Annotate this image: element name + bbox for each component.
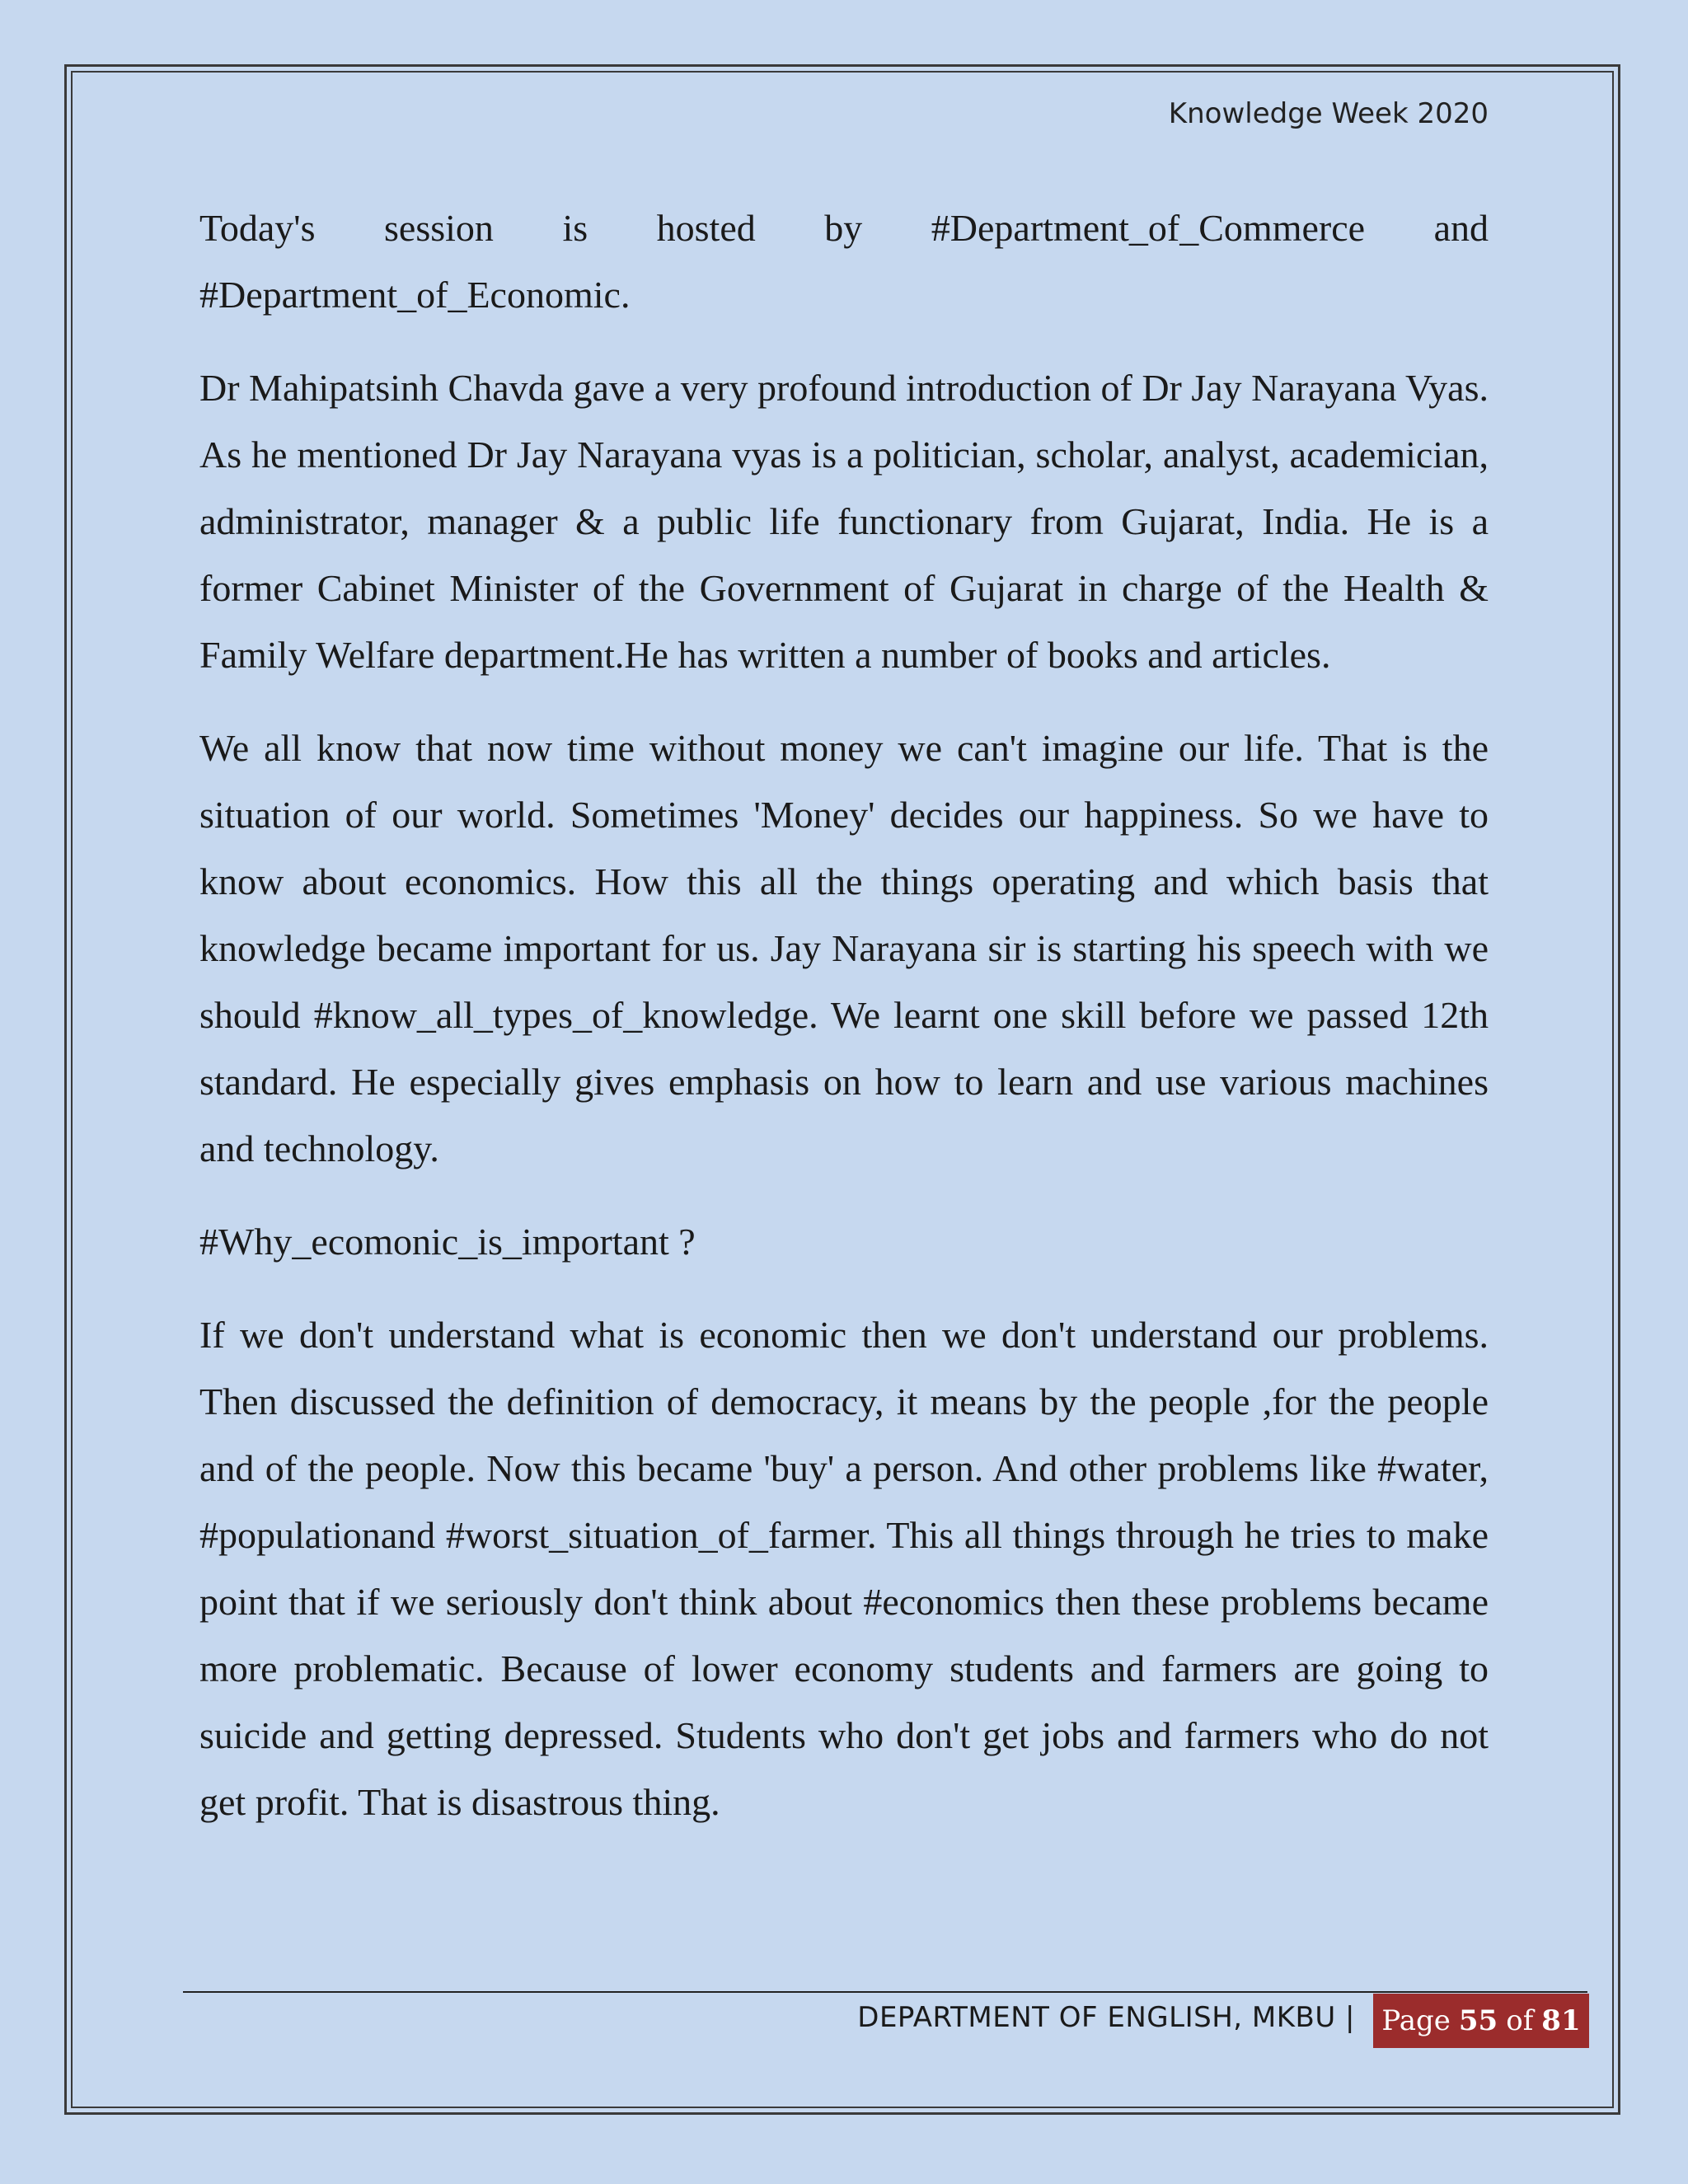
page-total: 81	[1541, 2004, 1581, 2037]
paragraph-money-knowledge: We all know that now time without money we can't imagine our life. That is the situation of our world. Sometimes 'Money' decides our happiness. So we have to know about economics. How this all the things operating and which basis that knowledge became important for us. Jay Narayana sir is starting his speech with we should #know_all_types_of_knowledge. We learnt one skill before we passed 12th standard. He especially gives emphasis on how to learn and use various machines and technology.	[199, 727, 1489, 1169]
footer-divider	[183, 1991, 1587, 1993]
running-header: Knowledge Week 2020	[1168, 97, 1489, 130]
paragraph-introduction: Dr Mahipatsinh Chavda gave a very profound introduction of Dr Jay Narayana Vyas. As he mentioned Dr Jay Narayana vyas is a politician, scholar, analyst, academician, administrator, manager & a public life functionary from Gujarat, India. He is a former Cabinet Minister of the Government of Gujarat in charge of the Health & Family Welfare department.He has written a number of books and articles.	[199, 367, 1489, 676]
section-heading: #Why_ecomonic_is_important ?	[199, 1221, 696, 1263]
document-body	[199, 194, 1489, 1862]
paragraph-economic-problems: If we don't understand what is economic then we don't understand our problems. Then discussed the definition of democracy, it means by the people ,for the people and of the people. Now this became 'buy' a person. And other problems like #water, #populationand #worst_situation_of_farmer. This all things through he tries to make point that if we seriously don't think about #economics then these problems became more problematic. Because of lower economy students and farmers are going to suicide and getting depressed. Students who don't get jobs and farmers who do not get profit. That is disastrous thing.	[199, 1314, 1489, 1823]
page-number: 55	[1458, 2004, 1498, 2037]
page-word: Page	[1381, 2004, 1451, 2037]
of-word: of	[1506, 2004, 1534, 2037]
page-number-badge	[1373, 1994, 1589, 2048]
paragraph-session-host: Today's session is hosted by #Department_of_Commerce and #Department_of_Economic.	[199, 207, 1489, 316]
footer-department: DEPARTMENT OF ENGLISH, MKBU |	[857, 2001, 1355, 2034]
